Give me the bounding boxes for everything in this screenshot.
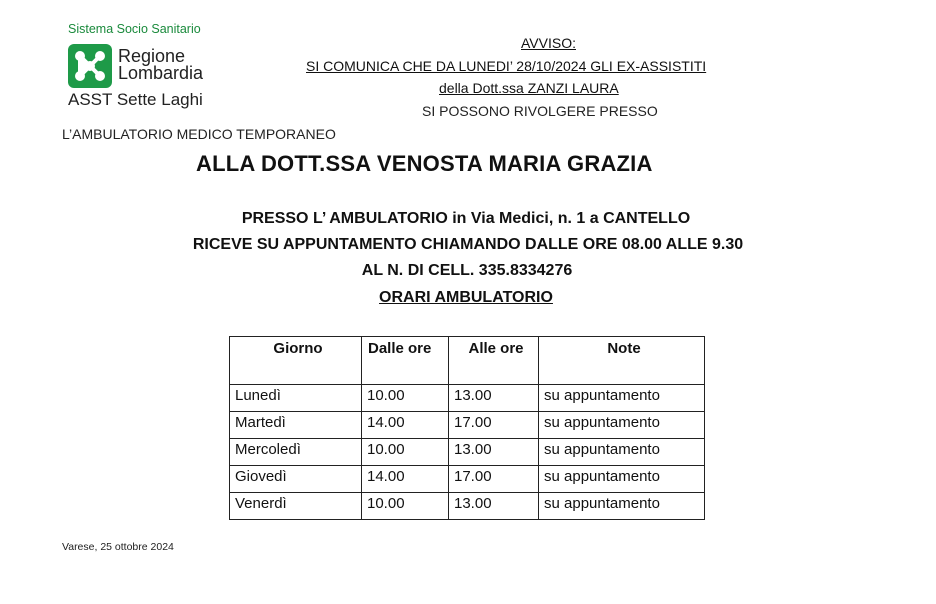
table-cell: 13.00	[449, 385, 539, 412]
notice-line-4: L’AMBULATORIO MEDICO TEMPORANEO	[62, 126, 336, 142]
info-appointments: RICEVE SU APPUNTAMENTO CHIAMANDO DALLE ORE 08.00 ALLE 9.30	[192, 236, 744, 253]
column-header: Dalle ore	[362, 337, 449, 385]
regione-lombardia-logo-icon	[68, 44, 112, 88]
table-cell: 14.00	[362, 466, 449, 493]
info-phone: AL N. DI CELL. 335.8334276	[361, 262, 573, 279]
table-row	[230, 385, 705, 412]
table-cell: 10.00	[362, 493, 449, 520]
notice-previous-doctor: della Dott.ssa ZANZI LAURA	[439, 80, 619, 96]
table-cell: 10.00	[362, 385, 449, 412]
schedule-heading: ORARI AMBULATORIO	[379, 289, 553, 306]
table-cell: Mercoledì	[230, 439, 362, 466]
notice-line-3: SI POSSONO RIVOLGERE PRESSO	[422, 103, 658, 119]
table-cell: Lunedì	[230, 385, 362, 412]
table-cell: su appuntamento	[539, 493, 705, 520]
column-header: Note	[539, 337, 705, 385]
column-header: Alle ore	[449, 337, 539, 385]
table-row	[230, 466, 705, 493]
table-row	[230, 493, 705, 520]
table-cell: su appuntamento	[539, 439, 705, 466]
logo-name-line2: Lombardia	[118, 63, 204, 83]
table-cell: 13.00	[449, 493, 539, 520]
table-cell: 10.00	[362, 439, 449, 466]
table-row	[230, 412, 705, 439]
column-header: Giorno	[230, 337, 362, 385]
table-cell: su appuntamento	[539, 412, 705, 439]
table-row	[230, 439, 705, 466]
logo-name-line1: Regione	[118, 46, 186, 66]
table-header-row	[230, 337, 705, 385]
table-cell: 14.00	[362, 412, 449, 439]
table-cell: Venerdì	[230, 493, 362, 520]
table-cell: 17.00	[449, 412, 539, 439]
table-cell: 17.00	[449, 466, 539, 493]
table-cell: su appuntamento	[539, 466, 705, 493]
notice-heading: AVVISO:	[521, 35, 576, 51]
logo-asst: ASST Sette Laghi	[68, 90, 203, 109]
table-cell: Giovedì	[230, 466, 362, 493]
page-title: ALLA DOTT.SSA VENOSTA MARIA GRAZIA	[196, 151, 653, 176]
table-cell: su appuntamento	[539, 385, 705, 412]
document-date: Varese, 25 ottobre 2024	[62, 541, 174, 553]
logo-tagline: Sistema Socio Sanitario	[68, 22, 201, 36]
table-cell: 13.00	[449, 439, 539, 466]
schedule-table	[229, 336, 705, 520]
table-cell: Martedì	[230, 412, 362, 439]
notice-line-1: SI COMUNICA CHE DA LUNEDI’ 28/10/2024 GLI EX-ASSISTITI	[306, 58, 707, 74]
info-address: PRESSO L’ AMBULATORIO in Via Medici, n. 1 a CANTELLO	[241, 210, 691, 227]
